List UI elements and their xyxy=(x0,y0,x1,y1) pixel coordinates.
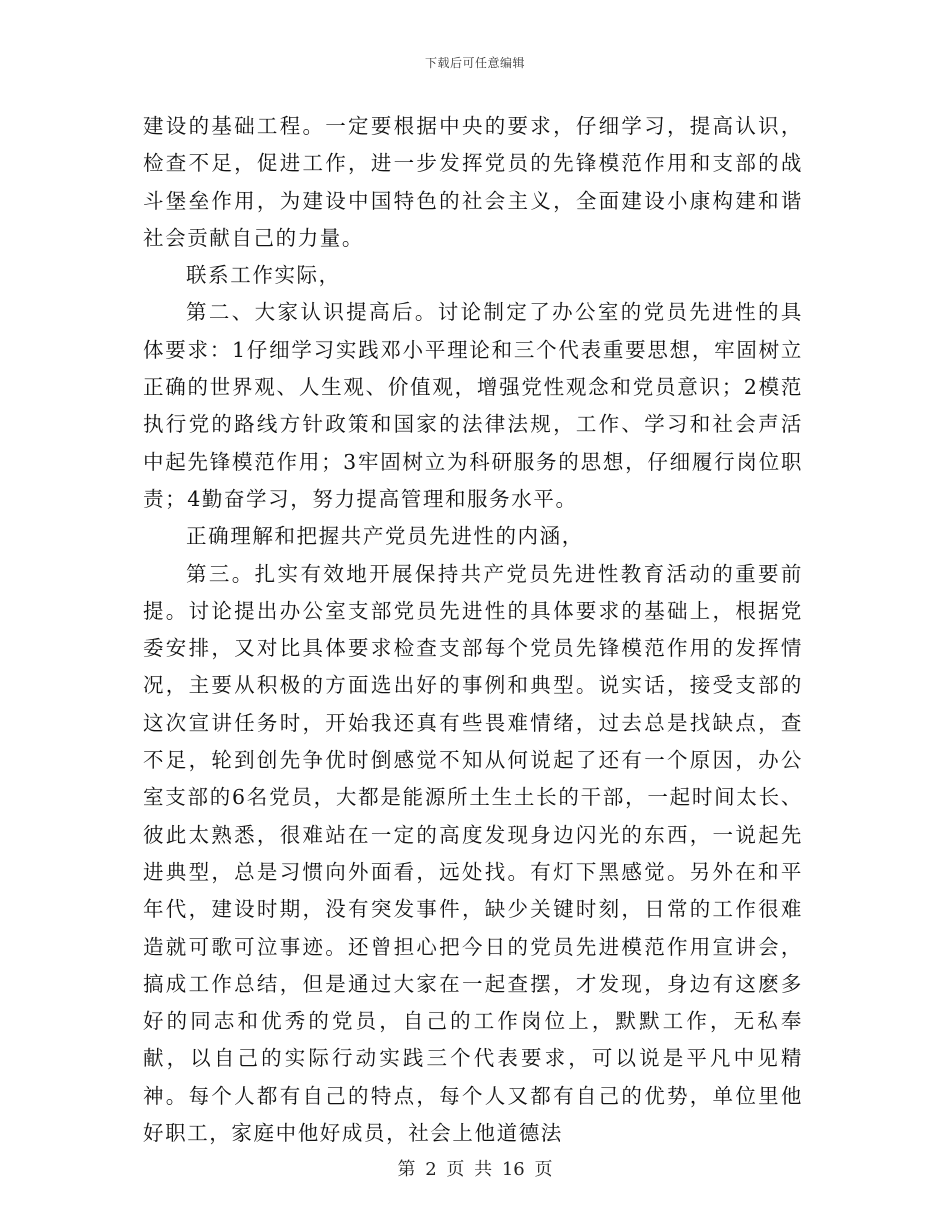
paragraph-2: 联系工作实际， xyxy=(186,263,341,288)
paragraph-5: 第三。扎实有效地开展保持共产党员先进性教育活动的重要前提。讨论提出办公室支部党员先进性的具体要求的基础上，根据党委安排，又对比具体要求检查支部每个党员先锋模范作用的发挥情况，主要从积极的方面选出好的事例和典型。说实话，接受支部的这次宣讲任务时，开始我还真有些畏难情绪，过去总是找缺点，查不足，轮到创先争优时倒感觉不知从何说起了还有一个原因，办公室支部的6名党员，大都是能源所土生土长的干部，一起时间太长、彼此太熟悉，很难站在一定的高度发现身边闪光的东西，一说起先进典型，总是习惯向外面看，远处找。有灯下黑感觉。另外在和平年代，建设时期，没有突发事件，缺少关键时刻，日常的工作很难造就可歌可泣事迹。还曾担心把今日的党员先进模范作用宣讲会，搞成工作总结，但是通过大家在一起查摆，才发现，身边有这麽多好的同志和优秀的党员，自己的工作岗位上，默默工作，无私奉献，以自己的实际行动实践三个代表要求，可以说是平凡中见精神。每个人都有自己的特点，每个人又都有自己的优势，单位里他好职工，家庭中他好成员，社会上他道德法 xyxy=(143,561,803,1146)
page-header: 下载后可任意编辑 xyxy=(424,56,525,70)
paragraph-1: 建设的基础工程。一定要根据中央的要求，仔细学习，提高认识，检查不足，促进工作，进一步发挥党员的先锋模范作用和支部的战斗堡垒作用，为建设中国特色的社会主义，全面建设小康构建和谐社会贡献自己的力量。 xyxy=(143,114,803,250)
paragraph-3: 第二、大家认识提高后。讨论制定了办公室的党员先进性的具体要求：1仔细学习实践邓小平理论和三个代表重要思想，牢固树立正确的世界观、人生观、价值观，增强党性观念和党员意识；2模范执行党的路线方针政策和国家的法律法规，工作、学习和社会声活中起先锋模范作用；3牢固树立为科研服务的思想，仔细履行岗位职责；4勤奋学习，努力提高管理和服务水平。 xyxy=(143,300,803,511)
page-number: 第 2 页 共 16 页 xyxy=(397,1159,553,1180)
document-body xyxy=(143,108,803,1152)
paragraph-4: 正确理解和把握共产党员先进性的内涵， xyxy=(186,524,584,549)
